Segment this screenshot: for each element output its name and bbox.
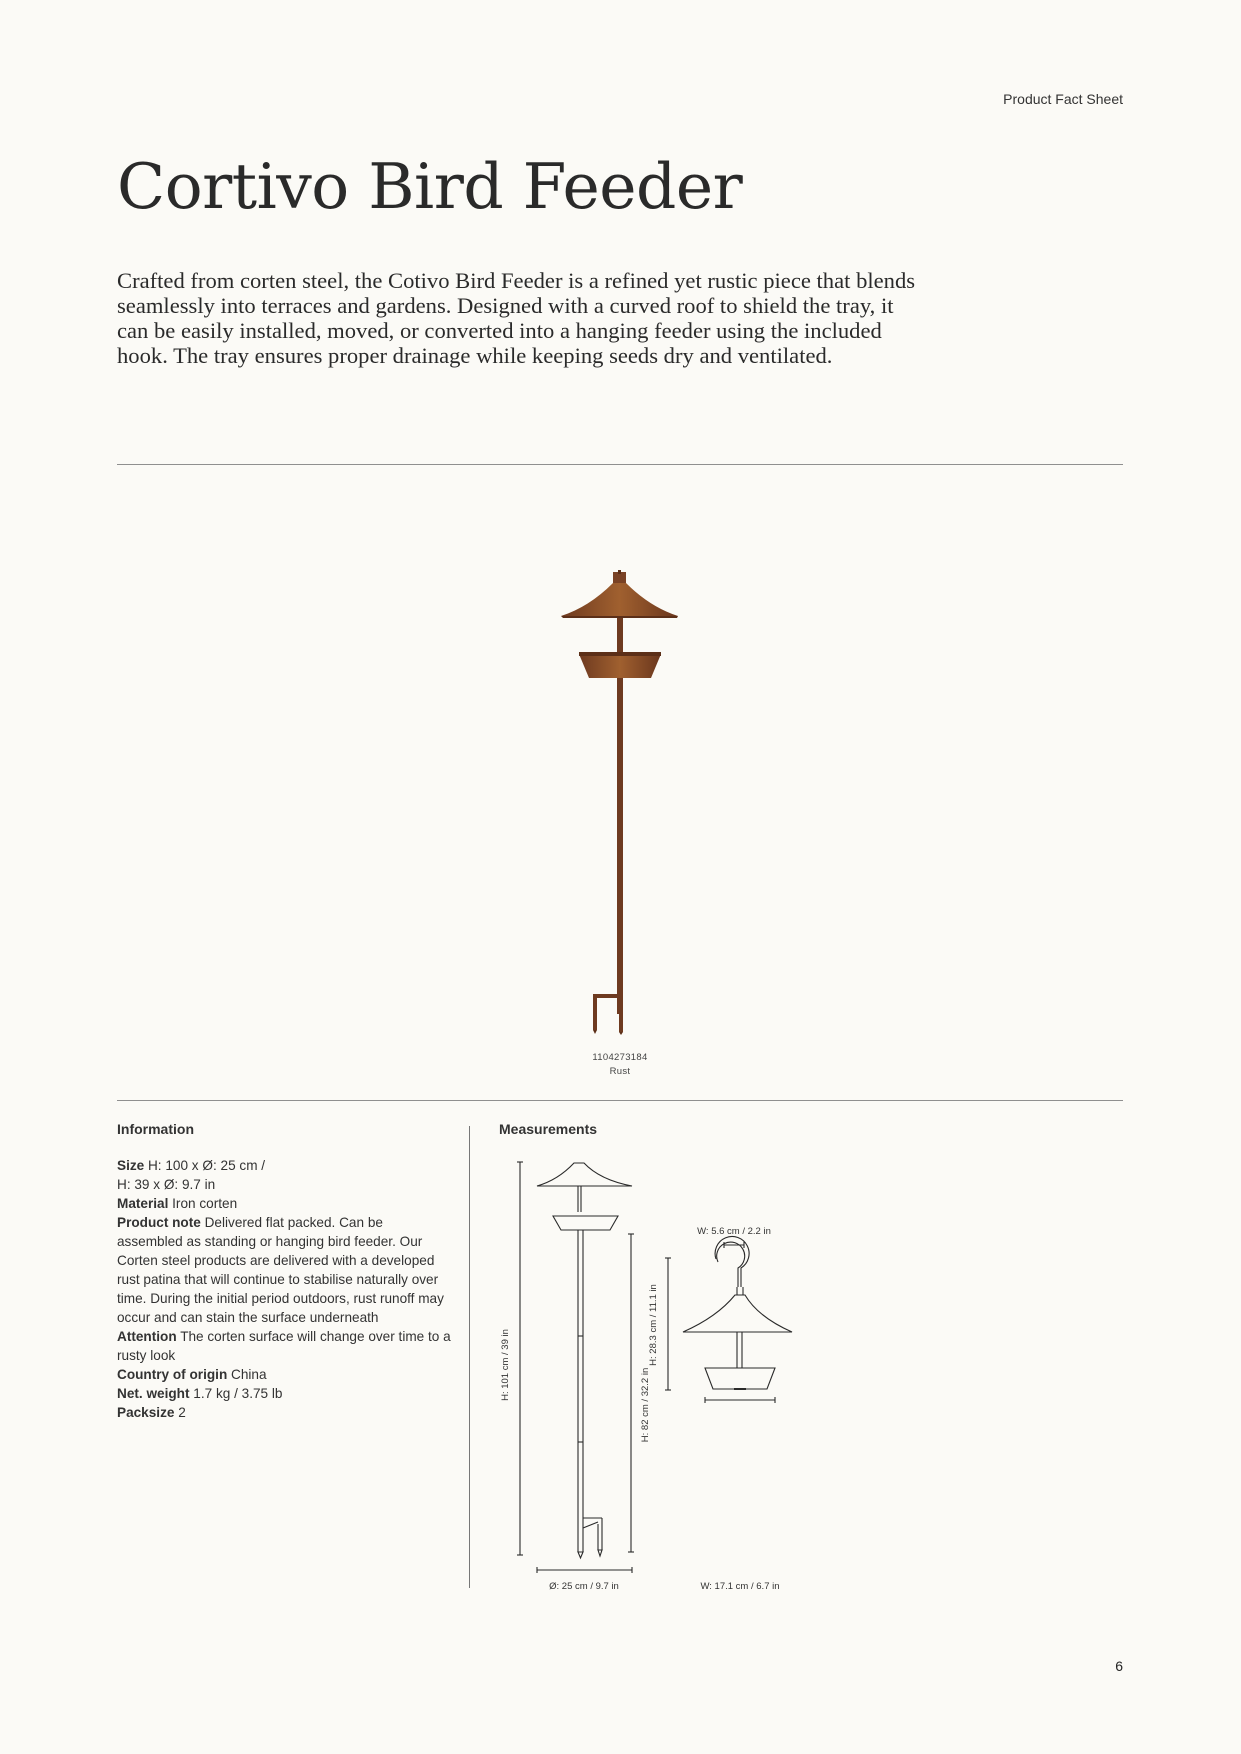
pole-height-label: H: 82 cm / 32.2 in (640, 1367, 651, 1443)
info-packsize-value: 2 (178, 1405, 186, 1420)
information-list (117, 1156, 452, 1422)
bird-feeder-product-image (555, 570, 685, 1035)
column-divider (469, 1126, 470, 1588)
info-attention-label: Attention (117, 1329, 177, 1344)
info-packsize (117, 1403, 452, 1422)
info-weight (117, 1384, 452, 1403)
product-variant: Rust (609, 1066, 631, 1077)
info-size-value-in: H: 39 x Ø: 9.7 in (117, 1177, 216, 1192)
product-description: Crafted from corten steel, the Cotivo Bird Feeder is a refined yet rustic piece that blends seamlessly into terraces and gardens. Designed with a curved roof to shield the tray, it can be easily installed, moved, or converted into a hanging feeder using the included hook. The tray ensures proper drainage while keeping seeds dry and ventilated. (117, 268, 916, 368)
hanging-height-label: H: 28.3 cm / 11.1 in (648, 1284, 659, 1366)
standing-dimension-lines (517, 1162, 634, 1573)
hanging-feeder-outline (683, 1237, 792, 1389)
document-label: Product Fact Sheet (1003, 91, 1123, 107)
measurement-drawings (490, 1140, 910, 1600)
info-origin-label: Country of origin (117, 1367, 228, 1382)
info-size-value: H: 100 x Ø: 25 cm / (147, 1158, 266, 1173)
info-packsize-label: Packsize (117, 1405, 175, 1420)
info-attention-value: The corten surface will change over time to a rusty look (117, 1329, 451, 1363)
info-material-value: Iron corten (172, 1196, 238, 1211)
page-number: 6 (1115, 1658, 1123, 1674)
info-product-note (117, 1213, 452, 1327)
measurements-heading: Measurements (499, 1121, 598, 1137)
info-weight-label: Net. weight (117, 1386, 190, 1401)
divider-bottom (117, 1100, 1123, 1101)
hanging-width-label: W: 17.1 cm / 6.7 in (700, 1581, 780, 1592)
divider-top (117, 464, 1123, 465)
product-title: Cortivo Bird Feeder (117, 150, 743, 223)
info-material (117, 1194, 452, 1213)
info-origin (117, 1365, 452, 1384)
info-weight-value: 1.7 kg / 3.75 lb (193, 1386, 283, 1401)
information-heading: Information (117, 1121, 194, 1137)
info-product-note-label: Product note (117, 1215, 201, 1230)
info-origin-value: China (231, 1367, 267, 1382)
info-attention (117, 1327, 452, 1365)
info-product-note-value: Delivered flat packed. Can be assembled as standing or hanging bird feeder. Our Corten steel products are delivered with a developed rust patina that will continue to stabilise naturally over time. During the initial period outdoors, rust runoff may occur and can stain the surface underneath (117, 1215, 444, 1325)
standing-diameter-label: Ø: 25 cm / 9.7 in (549, 1581, 619, 1592)
info-size (117, 1156, 452, 1194)
hook-width-label: W: 5.6 cm / 2.2 in (697, 1226, 771, 1237)
info-material-label: Material (117, 1196, 169, 1211)
hanging-dimension-lines (665, 1242, 775, 1403)
product-sku: 1104273184 (592, 1052, 648, 1063)
standing-height-label: H: 101 cm / 39 in (500, 1329, 511, 1401)
info-size-label: Size (117, 1158, 145, 1173)
standing-feeder-outline (537, 1163, 632, 1558)
